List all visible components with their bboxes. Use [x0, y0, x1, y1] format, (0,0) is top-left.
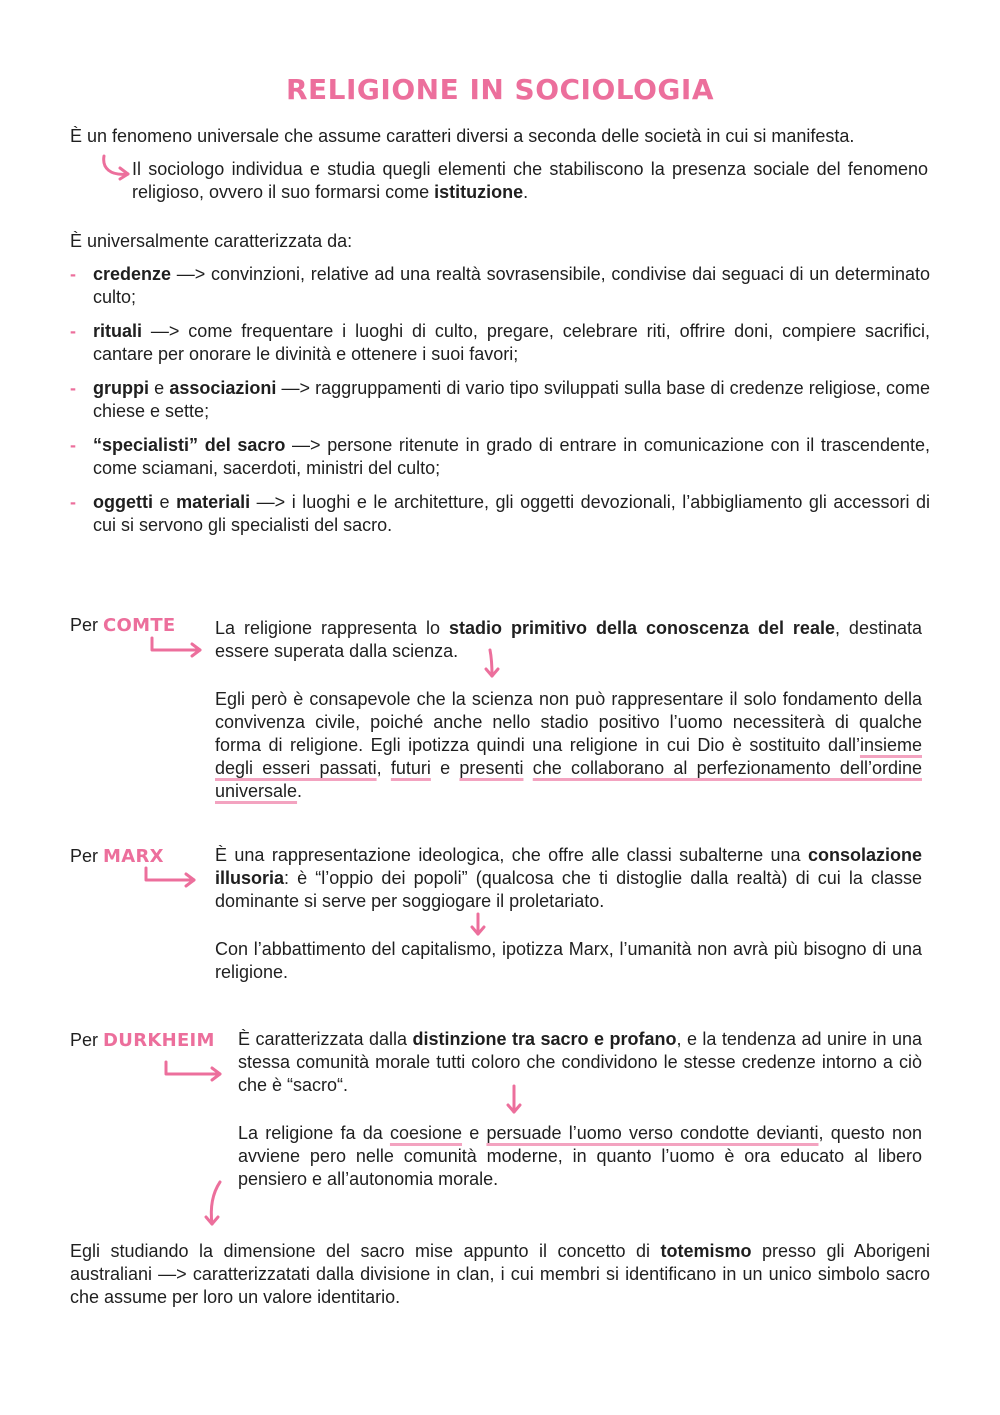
down-arrow-icon [504, 1084, 524, 1116]
list-item: - gruppi e associazioni —> raggruppamenti di vario tipo sviluppati sulla base di credenze religiose, come chiese e sette; [70, 378, 930, 421]
characteristics-list [70, 263, 930, 548]
characterized-heading: È universalmente caratterizzata da: [70, 231, 353, 251]
down-arrow-icon [482, 648, 502, 680]
marx-paragraph-2: Con l’abbattimento del capitalismo, ipotizza Marx, l’umanità non avrà più bisogno di una religione. [215, 939, 922, 982]
page-title: RELIGIONE IN SOCIOLOGIA [285, 73, 714, 106]
durkheim-label: Per DURKHEIM [70, 1030, 215, 1051]
totemism-paragraph: Egli studiando la dimensione del sacro mise appunto il concetto di totemismo presso gli Aborigeni australiani —> caratterizzatati dalla divisione in clan, i cui membri si identificano in un unico simbolo sacro che assume per loro un valore identitario. [70, 1241, 930, 1307]
down-arrow-icon [202, 1180, 226, 1228]
intro-line: È un fenomeno universale che assume caratteri diversi a seconda delle società in cui si manifesta. [70, 126, 855, 146]
hook-arrow-icon [162, 1060, 224, 1082]
hook-arrow-icon [142, 866, 198, 888]
hook-arrow-icon [148, 636, 204, 658]
list-item: - rituali —> come frequentare i luoghi di culto, pregare, celebrare riti, offrire doni, compiere sacrifici, cantare per onorare le divinità e ottenere i suoi favori; [70, 321, 930, 364]
curved-arrow-icon [100, 154, 132, 182]
durkheim-paragraph-1: È caratterizzata dalla distinzione tra sacro e profano, e la tendenza ad unire in una stessa comunità morale tutti coloro che condividono le stesse credenze intorno a ciò che è “sacro“. [238, 1029, 922, 1095]
intro-sub: Il sociologo individua e studia quegli elementi che stabiliscono la presenza sociale del fenomeno religioso, ovvero il suo formarsi come istituzione. [132, 159, 928, 202]
list-item: - “specialisti” del sacro —> persone ritenute in grado di entrare in comunicazione con il trascendente, come sciamani, sacerdoti, ministri del culto; [70, 435, 930, 478]
comte-paragraph-1: La religione rappresenta lo stadio primitivo della conoscenza del reale, destinata essere superata dalla scienza. [215, 618, 922, 661]
marx-label: Per MARX [70, 846, 164, 867]
durkheim-paragraph-2: La religione fa da coesione e persuade l’uomo verso condotte devianti, questo non avviene pero nelle comunità moderne, in quanto l’uomo è ora educato al libero pensiero e all’autonomia morale. [238, 1123, 922, 1189]
list-item: - credenze —> convinzioni, relative ad una realtà sovrasensibile, condivise dai seguaci di un determinato culto; [70, 264, 930, 307]
list-item: - oggetti e materiali —> i luoghi e le architetture, gli oggetti devozionali, l’abbigliamento gli accessori di cui si servono gli specialisti del sacro. [70, 492, 930, 535]
down-arrow-icon [468, 912, 488, 938]
comte-paragraph-2: Egli però è consapevole che la scienza non può rappresentare il solo fondamento della convivenza civile, poiché anche nello stadio positivo l’uomo necessiterà di qualche forma di religione. Egli ipotizza quindi una religione in cui Dio è sostituito dall’insieme degli esseri passati, futuri e presenti che collaborano al perfezionamento dell’ordine universale. [215, 689, 922, 801]
comte-label: Per COMTE [70, 615, 176, 636]
marx-paragraph-1: È una rappresentazione ideologica, che offre alle classi subalterne una consolazione illusoria: è “l’oppio dei popoli” (qualcosa che ti distoglie dalla realtà) di cui la classe dominante si serve per soggiogare il proletariato. [215, 845, 922, 911]
